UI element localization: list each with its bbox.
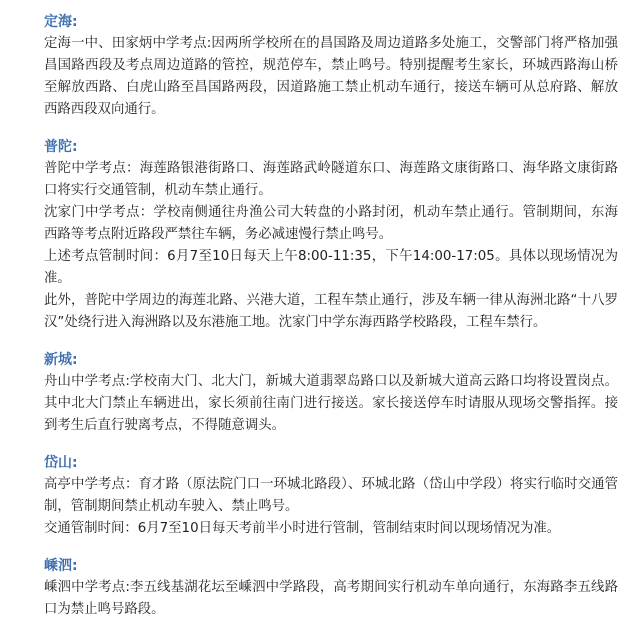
section-xincheng — [44, 349, 618, 437]
section-gap — [44, 437, 618, 451]
paragraph: 沈家门中学考点：学校南侧通往舟渔公司大转盘的小路封闭，机动车禁止通行。管制期间，东海西路等考点附近路段严禁往车辆，务必减速慢行禁止鸣号。 — [44, 205, 618, 242]
paragraph: 交通管制时间：6月7至10日每天考前半小时进行管制，管制结束时间以现场情况为准。 — [44, 521, 561, 536]
paragraph: 上述考点管制时间：6月7至10日每天上午8:00-11:35，下午14:00-17:05。具体以现场情况为准。 — [44, 249, 618, 286]
paragraph: 普陀中学考点：海莲路银港街路口、海莲路武岭隧道东口、海莲路文康街路口、海华路文康街路口将实行交通管制，机动车禁止通行。 — [44, 161, 618, 198]
section-gap — [44, 334, 618, 348]
section-dinghai — [44, 11, 618, 121]
section-heading: 岱山: — [44, 455, 78, 471]
paragraph: 此外，普陀中学周边的海莲北路、兴港大道，工程车禁止通行，涉及车辆一律从海洲北路“十八罗汉”处绕行进入海洲路以及东港施工地。沈家门中学东海西路学校路段，工程车禁行。 — [44, 293, 618, 330]
section-putuo — [44, 136, 618, 334]
paragraph: 嵊泗中学考点:李五线基湖花坛至嵊泗中学路段，高考期间实行机动车单向通行，东海路李五线路口为禁止鸣号路段。 — [44, 580, 618, 617]
section-gap — [44, 121, 618, 135]
section-heading: 普陀: — [44, 139, 78, 155]
paragraph: 舟山中学考点:学校南大门、北大门，新城大道翡翠岛路口以及新城大道高云路口均将设置岗点。其中北大门禁止车辆进出，家长须前往南门进行接送。家长接送停车时请服从现场交警指挥。接到考生后直行驶离考点，不得随意调头。 — [44, 374, 618, 433]
section-shengsi — [44, 555, 618, 621]
section-heading: 新城: — [44, 352, 78, 368]
paragraph: 高亭中学考点：育才路（原法院门口一环城北路段）、环城北路（岱山中学段）将实行临时交通管制，管制期间禁止机动车驶入、禁止鸣号。 — [44, 477, 618, 514]
section-heading: 定海: — [44, 14, 78, 30]
section-heading: 嵊泗: — [44, 558, 78, 574]
paragraph: 定海一中、田家炳中学考点:因两所学校所在的昌国路及周边道路多处施工，交警部门将严格加强昌国路西段及考点周边道路的管控，规范停车，禁止鸣号。特别提醒考生家长，环城西路海山桥至解放西路、白虎山路至昌国路两段，因道路施工禁止机动车通行，接送车辆可从总府路、解放西路西段双向通行。 — [44, 36, 618, 117]
section-daishan — [44, 452, 618, 540]
section-gap — [44, 540, 618, 554]
